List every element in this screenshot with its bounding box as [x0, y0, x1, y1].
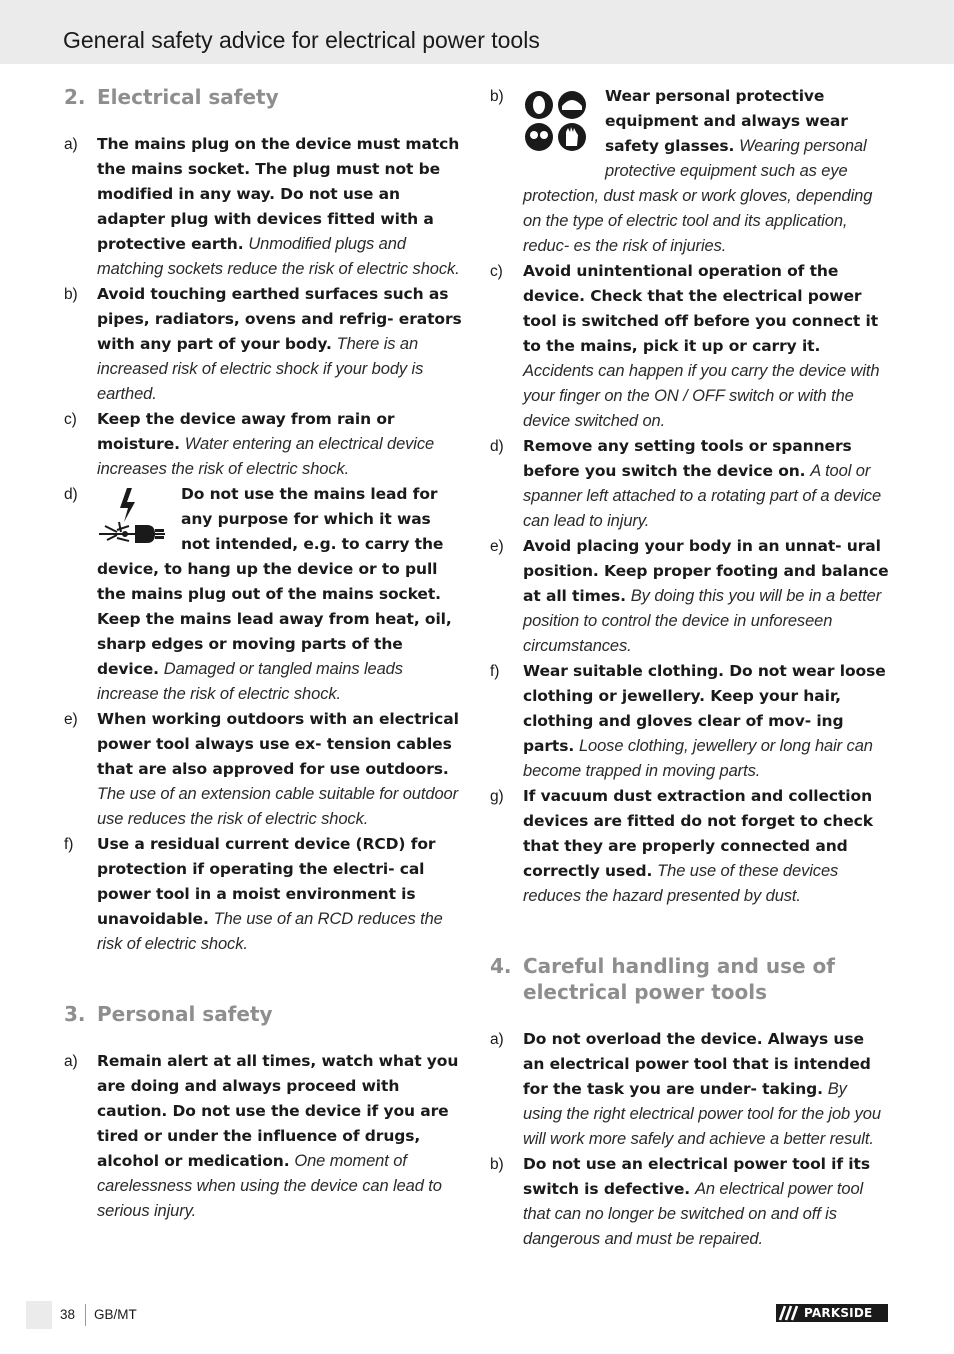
- list-item: [64, 407, 464, 482]
- brand-name: PARKSIDE: [804, 1306, 873, 1320]
- list-item: [490, 84, 890, 259]
- section-number: 2.: [64, 85, 86, 109]
- list-item: [64, 1049, 464, 1224]
- electric-shock-warning-icon: [97, 486, 167, 554]
- item-text: By using the right electrical power tool for the job you will work more safely and achieve a better result.: [523, 1080, 881, 1148]
- list-item: [64, 482, 464, 707]
- list-item: [490, 784, 890, 909]
- item-bold: Avoid placing your body in an unnat- ural position. Keep proper footing and balance at all times.: [523, 537, 889, 605]
- section-title: Electrical safety: [97, 85, 279, 109]
- item-text: One moment of carelessness when using the device can lead to serious injury.: [97, 1152, 442, 1220]
- item-bold: The mains plug on the device must match the mains socket. The plug must not be modified in any way. Do not use an adapter plug with devices fitted with a protective earth.: [97, 135, 460, 253]
- item-bold: Do not use the mains lead for any purpose for which it was not intended, e.g. to carry the device, to hang up the device or to pull the mains plug out of the mains socket. Keep the mains lead away from heat, oil, sharp edges or moving parts of the device.: [97, 485, 452, 678]
- list-item: [490, 659, 890, 784]
- list-item: [490, 1027, 890, 1152]
- item-bold: Wear personal protective equipment and always wear safety glasses.: [605, 87, 848, 155]
- item-bold: Wear suitable clothing. Do not wear loose clothing or jewellery. Keep your hair, clothing and gloves clear of mov- ing parts.: [523, 662, 886, 755]
- item-letter: g): [490, 788, 504, 805]
- item-text: Water entering an electrical device increases the risk of electric shock.: [97, 435, 435, 478]
- section-number: 4.: [490, 954, 512, 978]
- item-text: Unmodified plugs and matching sockets reduce the risk of electric shock.: [97, 235, 460, 278]
- item-letter: b): [490, 1156, 504, 1173]
- section-title: Personal safety: [97, 1002, 273, 1026]
- list-item: [490, 534, 890, 659]
- item-bold: Do not use an electrical power tool if its switch is defective.: [523, 1155, 870, 1198]
- list-item: [64, 282, 464, 407]
- item-bold: Keep the device away from rain or moisture.: [97, 410, 395, 453]
- item-letter: f): [490, 663, 500, 680]
- item-letter: d): [64, 486, 78, 503]
- item-bold: Remain alert at all times, watch what you are doing and always proceed with caution. Do not use the device if you are tired or under the influence of drugs, alcohol or medication.: [97, 1052, 459, 1170]
- item-bold: Avoid touching earthed surfaces such as pipes, radiators, ovens and refrig- erators with any part of your body.: [97, 285, 462, 353]
- item-text: A tool or spanner left attached to a rotating part of a device can lead to injury.: [523, 462, 882, 530]
- section-title: Careful handling and use of electrical power tools: [523, 954, 836, 1004]
- left-column: [64, 84, 464, 1224]
- item-bold: If vacuum dust extraction and collection devices are fitted do not forget to check that they are properly connected and correctly used.: [523, 787, 873, 880]
- section-number: 3.: [64, 1002, 86, 1026]
- footer-divider: [85, 1304, 86, 1326]
- item-letter: c): [64, 411, 77, 428]
- list-item: [64, 132, 464, 282]
- item-text: There is an increased risk of electric shock if your body is earthed.: [97, 335, 424, 403]
- right-column: [490, 84, 890, 1252]
- item-text: Wearing personal protective equipment such as eye protection, dust mask or work gloves, depending on the type of electric tool and its application, reduc- es the risk of injuries.: [523, 137, 873, 255]
- item-bold: Avoid unintentional operation of the device. Check that the electrical power tool is switched off before you connect it to the mains, pick it up or carry it.: [523, 262, 879, 355]
- item-text: Loose clothing, jewellery or long hair can become trapped in moving parts.: [523, 737, 873, 780]
- page-number: 38: [60, 1307, 76, 1322]
- item-letter: a): [64, 136, 78, 153]
- footer-marker: [26, 1301, 52, 1329]
- section-heading-electrical-safety: [64, 84, 464, 110]
- brand-logo: [776, 1304, 888, 1322]
- section-heading-careful-handling: [490, 953, 890, 1005]
- list-item: [64, 707, 464, 832]
- item-letter: a): [64, 1053, 78, 1070]
- item-letter: f): [64, 836, 74, 853]
- item-bold: When working outdoors with an electrical power tool always use ex- tension cables that are also approved for use outdoors.: [97, 710, 459, 778]
- protective-equipment-icon: [523, 88, 591, 162]
- item-letter: d): [490, 438, 504, 455]
- item-text: The use of an RCD reduces the risk of electric shock.: [97, 910, 443, 953]
- item-bold: Remove any setting tools or spanners before you switch the device on.: [523, 437, 852, 480]
- section-heading-personal-safety: [64, 1001, 464, 1027]
- list-item: [490, 1152, 890, 1252]
- item-text: By doing this you will be in a better position to control the device in unforeseen circumstances.: [523, 587, 882, 655]
- item-text: Accidents can happen if you carry the device with your finger on the ON / OFF switch or with the device switched on.: [523, 362, 880, 430]
- item-letter: c): [490, 263, 503, 280]
- item-letter: b): [64, 286, 78, 303]
- item-bold: Use a residual current device (RCD) for protection if operating the electri- cal power tool in a moist environment is unavoidable.: [97, 835, 436, 928]
- item-letter: e): [64, 711, 78, 728]
- page-title: General safety advice for electrical power tools: [63, 27, 540, 53]
- item-text: The use of these devices reduces the hazard presented by dust.: [523, 862, 839, 905]
- brand-slashes-icon: [776, 1304, 804, 1322]
- item-letter: e): [490, 538, 504, 555]
- item-letter: b): [490, 88, 504, 105]
- list-item: [490, 259, 890, 434]
- list-item: [490, 434, 890, 534]
- language-code: GB/MT: [94, 1307, 137, 1322]
- item-bold: Do not overload the device. Always use an electrical power tool that is intended for the task you are under- taking.: [523, 1030, 871, 1098]
- item-text: The use of an extension cable suitable for outdoor use reduces the risk of electric shock.: [97, 785, 458, 828]
- item-text: Damaged or tangled mains leads increase the risk of electric shock.: [97, 660, 403, 703]
- list-item: [64, 832, 464, 957]
- item-text: An electrical power tool that can no longer be switched on and off is dangerous and must be repaired.: [523, 1180, 864, 1248]
- item-letter: a): [490, 1031, 504, 1048]
